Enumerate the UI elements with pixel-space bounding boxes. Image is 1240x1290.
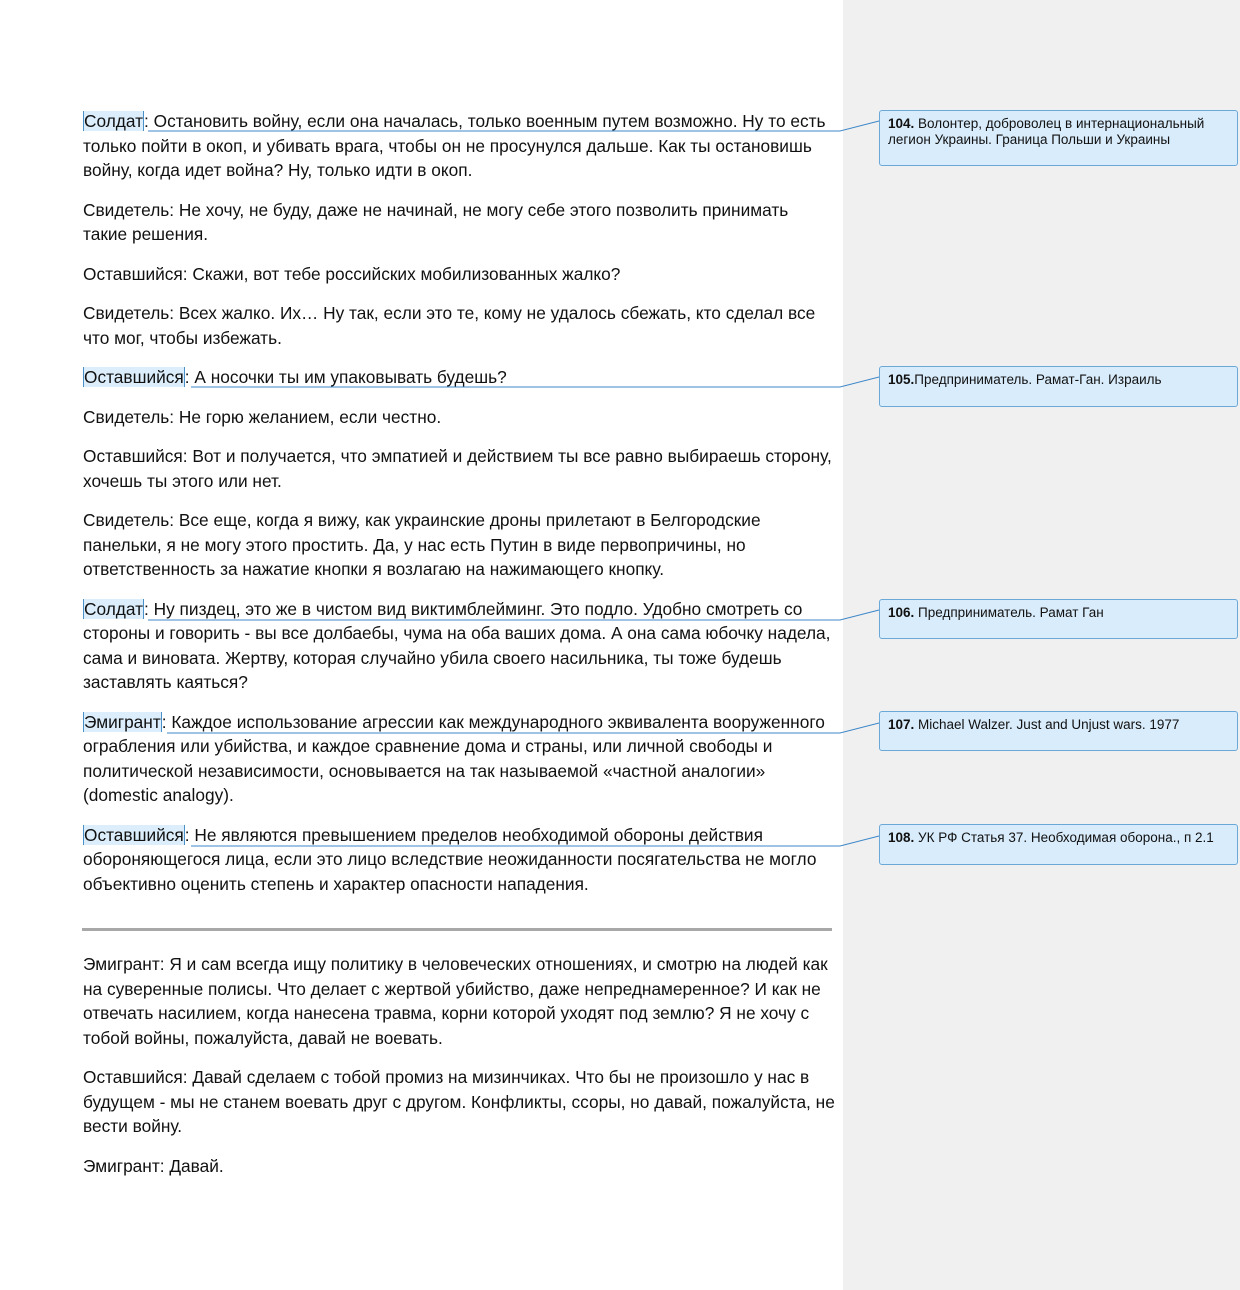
speaker-label: Оставшийся	[83, 263, 183, 284]
paragraph-8-text: : Все еще, когда я вижу, как украинские дроны прилетают в Белгородские панельки, я не могу этого простить. Да, у нас есть Путин в виде первопричины, но ответственность за нажатие кнопки я возлагаю на нажимающего кнопку.	[83, 510, 761, 579]
comment-text: УК РФ Статья 37. Необходимая оборона., п 2.1	[914, 830, 1214, 845]
comment-balloon-106[interactable]	[879, 599, 1238, 639]
paragraph-9	[83, 597, 835, 695]
section-divider	[82, 928, 832, 931]
comment-number: 104.	[888, 116, 915, 131]
paragraph-4	[83, 301, 835, 350]
comments-margin-panel	[843, 0, 1240, 1290]
speaker-label: Эмигрант	[83, 954, 160, 974]
paragraph-2	[83, 198, 835, 247]
document-body	[83, 109, 835, 1193]
comment-number: 108.	[888, 830, 915, 845]
comment-balloon-105[interactable]	[879, 366, 1238, 407]
speaker-label: Свидетель	[83, 406, 170, 427]
paragraph-13	[83, 1065, 835, 1139]
comment-text: Волонтер, доброволец в интернациональный легион Украины. Граница Польши и Украины	[888, 116, 1205, 147]
paragraph-13-text: : Давай сделаем с тобой промиз на мизинчиках. Что бы не произошло у нас в будущем - мы не станем воевать друг с другом. Конфликты, ссоры, но давай, пожалуйста, не вести войну.	[83, 1067, 835, 1136]
paragraph-5-text: : А носочки ты им упаковывать будешь?	[184, 367, 507, 387]
comment-anchor-106[interactable]: Солдат	[84, 598, 144, 619]
paragraph-12	[83, 952, 835, 1050]
paragraph-6	[83, 405, 835, 430]
comment-text: Предприниматель. Рамат Ган	[914, 605, 1104, 620]
comment-anchor-104[interactable]: Солдат	[84, 111, 144, 131]
paragraph-5	[83, 365, 835, 390]
speaker-label: Свидетель	[83, 510, 170, 530]
paragraph-4-text: : Всех жалко. Их… Ну так, если это те, кому не удалось сбежать, кто сделал все что мог, чтобы избежать.	[83, 303, 816, 348]
paragraph-14	[83, 1154, 835, 1179]
comment-balloon-107[interactable]	[879, 711, 1238, 751]
comment-text: Предприниматель. Рамат-Ган. Израиль	[914, 372, 1162, 387]
speaker-label: Свидетель	[83, 199, 170, 220]
paragraph-10-text: : Каждое использование агрессии как международного эквивалента вооруженного ограбления или убийства, и каждое сравнение дома и страны, или личной свободы и политической независимости, основывается на так называемой «частной аналогии» (domestic analogy).	[83, 711, 825, 805]
speaker-label: Оставшийся	[83, 446, 183, 466]
comment-balloon-104[interactable]	[879, 110, 1238, 166]
paragraph-11-text: : Не являются превышением пределов необходимой обороны действия обороняющегося лица, если это лицо вследствие неожиданности посягательства не могло объективно оценить степень и характер опасности нападения.	[83, 824, 817, 894]
speaker-label: Эмигрант	[83, 1155, 160, 1176]
comment-anchor-108[interactable]: Оставшийся	[84, 824, 184, 845]
comment-number: 105.	[888, 372, 915, 387]
paragraph-1-text: : Остановить войну, если она началась, только военным путем возможно. Ну то есть только пойти в окоп, и убивать врага, чтобы он не просунулся дальше. Как ты остановишь войну, когда идет война? Ну, только идти в окоп.	[83, 111, 826, 180]
paragraph-7	[83, 444, 835, 493]
paragraph-3	[83, 262, 835, 287]
comment-anchor-107[interactable]: Эмигрант	[84, 711, 161, 732]
paragraph-2-text: : Не хочу, не буду, даже не начинай, не могу себе этого позволить принимать такие решения.	[83, 199, 789, 244]
paragraph-12-text: : Я и сам всегда ищу политику в человеческих отношениях, и смотрю на людей как на суверенные полисы. Что делает с жертвой убийство, даже непреднамеренное? И как не отвечать насилием, когда нанесена травма, корни которой уходят под землю? Я не хочу с тобой войны, пожалуйста, давай не воевать.	[83, 954, 828, 1048]
comment-number: 107.	[888, 717, 915, 732]
speaker-label: Оставшийся	[83, 1067, 183, 1087]
speaker-label: Свидетель	[83, 303, 170, 323]
paragraph-7-text: : Вот и получается, что эмпатией и действием ты все равно выбираешь сторону, хочешь ты этого или нет.	[83, 446, 832, 491]
paragraph-9-text: : Ну пиздец, это же в чистом вид виктимблейминг. Это подло. Удобно смотреть со стороны и говорить - вы все долбаебы, чума на оба ваших дома. А она сама юбочку надела, сама и виновата. Жертву, которая случайно убила своего насильника, ты тоже будешь заставлять каяться?	[83, 598, 831, 692]
paragraph-14-text: : Давай.	[159, 1155, 224, 1176]
comment-anchor-105[interactable]: Оставшийся	[84, 367, 184, 387]
paragraph-6-text: : Не горю желанием, если честно.	[169, 406, 442, 427]
paragraph-10	[83, 710, 835, 808]
comment-number: 106.	[888, 605, 915, 620]
paragraph-3-text: : Скажи, вот тебе российских мобилизованных жалко?	[182, 263, 621, 284]
paragraph-1	[83, 109, 835, 183]
comment-text: Michael Walzer. Just and Unjust wars. 1977	[914, 717, 1180, 732]
comment-balloon-108[interactable]	[879, 824, 1238, 865]
paragraph-8	[83, 508, 835, 582]
paragraph-11	[83, 823, 835, 897]
